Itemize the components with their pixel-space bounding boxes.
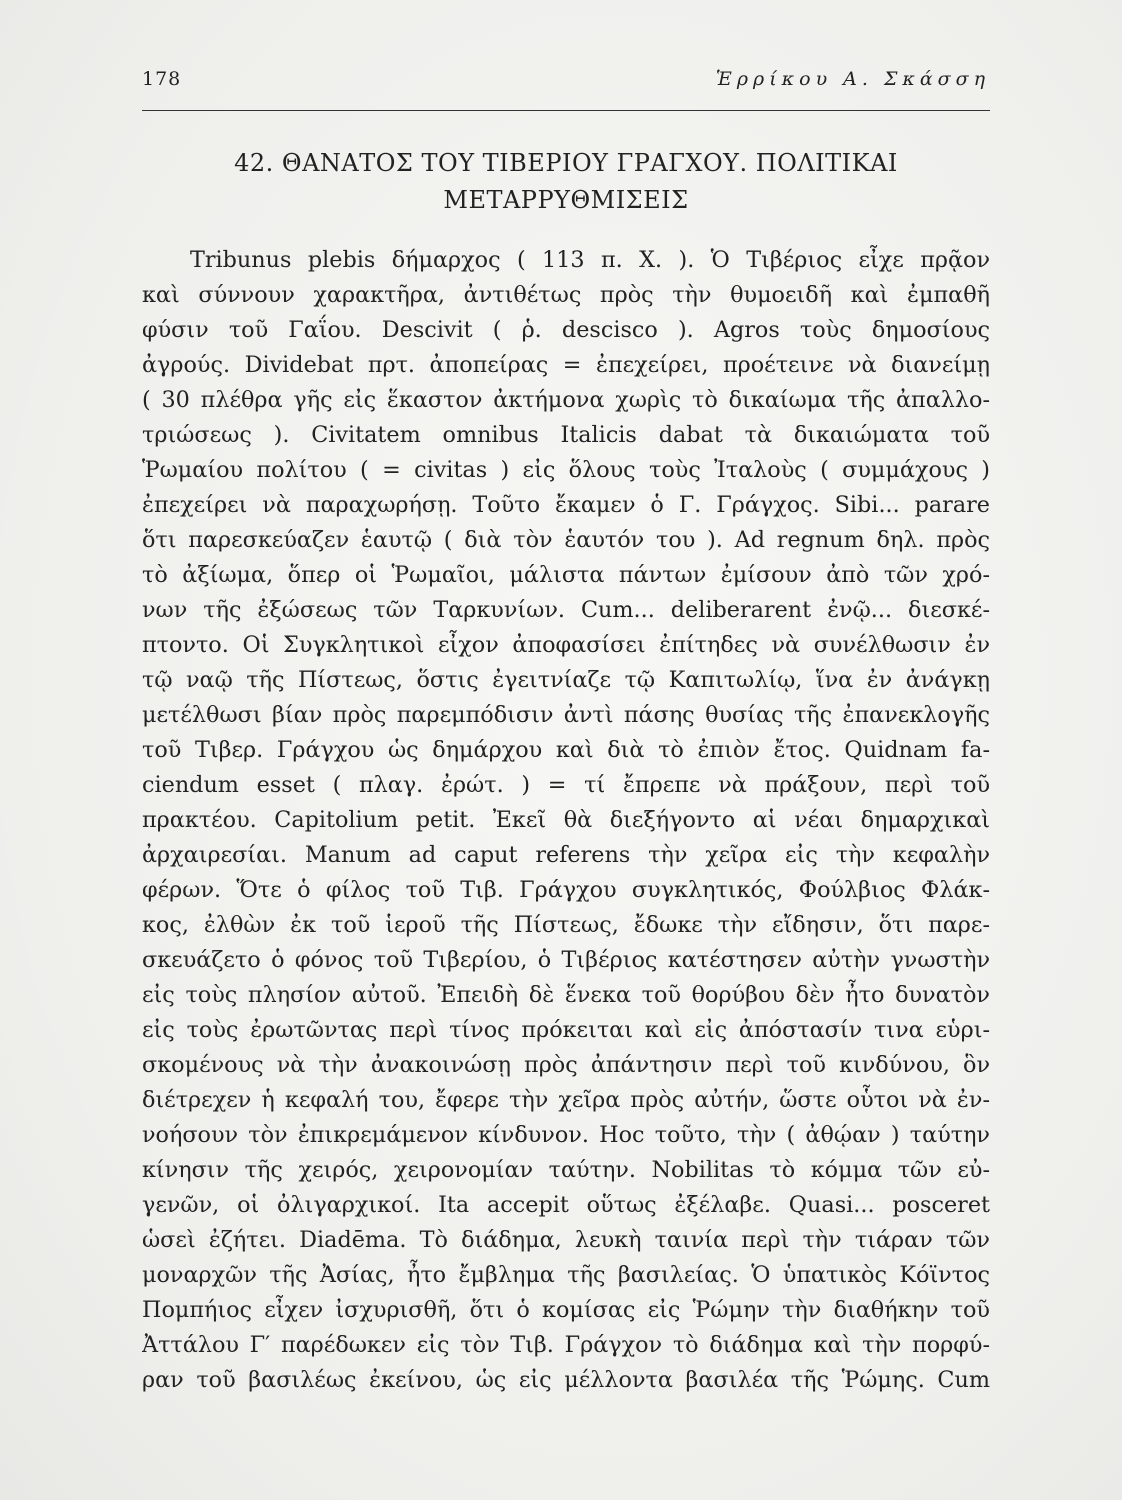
text-line: ( 30 πλέθρα γῆς εἰς ἕκαστον ἀκτήμονα χωρὶς τὸ δικαίωμα τῆς ἀπαλλο- xyxy=(142,387,990,413)
text-line: νοήσουν τὸν ἐπικρεμάμενον κίνδυνον. Hoc τοῦτο, τὴν ( ἀθῴαν ) ταύτην xyxy=(142,1122,990,1148)
text-line: κίνησιν τῆς χειρός, χειρονομίαν ταύτην. Nobilitas τὸ κόμμα τῶν εὐ- xyxy=(142,1157,990,1183)
text-line: καὶ σύννουν χαρακτῆρα, ἀντιθέτως πρὸς τὴν θυμοειδῆ καὶ ἐμπαθῆ xyxy=(142,282,990,308)
text-line: ὅτι παρεσκεύαζεν ἑαυτῷ ( διὰ τὸν ἑαυτόν του ). Ad regnum δηλ. πρὸς xyxy=(142,527,990,553)
body-text xyxy=(142,243,990,1398)
text-line: τὸ ἀξίωμα, ὅπερ οἱ Ῥωμαῖοι, μάλιστα πάντων ἐμίσουν ἀπὸ τῶν χρό- xyxy=(142,562,990,588)
text-line: τριώσεως ). Civitatem omnibus Italicis dabat τὰ δικαιώματα τοῦ xyxy=(142,422,990,448)
text-line: τοῦ Τιβερ. Γράγχου ὡς δημάρχου καὶ διὰ τὸ ἐπιὸν ἔτος. Quidnam fa- xyxy=(142,737,990,763)
running-head: Ἑρρίκου Α. Σκάσση xyxy=(715,68,990,90)
text-line: μοναρχῶν τῆς Ἀσίας, ἦτο ἔμβλημα τῆς βασιλείας. Ὁ ὑπατικὸς Κόϊντος xyxy=(142,1262,990,1288)
text-line: τῷ ναῷ τῆς Πίστεως, ὅστις ἐγειτνίαζε τῷ Καπιτωλίῳ, ἵνα ἐν ἀνάγκῃ xyxy=(142,667,990,693)
text-line: πτοντο. Οἱ Συγκλητικοὶ εἶχον ἀποφασίσει ἐπίτηδες νὰ συνέλθωσιν ἐν xyxy=(142,632,990,658)
text-line: ἐπεχείρει νὰ παραχωρήσῃ. Τοῦτο ἔκαμεν ὁ Γ. Γράγχος. Sibi... parare xyxy=(142,492,990,518)
text-line: σκευάζετο ὁ φόνος τοῦ Τιβερίου, ὁ Τιβέριος κατέστησεν αὐτὴν γνωστὴν xyxy=(142,947,990,973)
text-line: ἀρχαιρεσίαι. Manum ad caput referens τὴν χεῖρα εἰς τὴν κεφαλὴν xyxy=(142,842,990,868)
text-line: κος, ἐλθὼν ἐκ τοῦ ἱεροῦ τῆς Πίστεως, ἔδωκε τὴν εἴδησιν, ὅτι παρε- xyxy=(142,912,990,938)
text-line: διέτρεχεν ἡ κεφαλή του, ἔφερε τὴν χεῖρα πρὸς αὐτήν, ὥστε οὗτοι νὰ ἐν- xyxy=(142,1087,990,1113)
text-line: Πομπήιος εἶχεν ἰσχυρισθῆ, ὅτι ὁ κομίσας εἰς Ῥώμην τὴν διαθήκην τοῦ xyxy=(142,1297,990,1323)
page-header xyxy=(142,68,990,98)
text-line: σκομένους νὰ τὴν ἀνακοινώσῃ πρὸς ἀπάντησιν περὶ τοῦ κινδύνου, ὃν xyxy=(142,1052,990,1078)
text-line: ciendum esset ( πλαγ. ἐρώτ. ) = τί ἔπρεπε νὰ πράξουν, περὶ τοῦ xyxy=(142,772,990,798)
text-line: πρακτέου. Capitolium petit. Ἐκεῖ θὰ διεξήγοντο αἱ νέαι δημαρχικαὶ xyxy=(142,807,990,833)
text-line: φύσιν τοῦ Γαΐου. Descivit ( ῥ. descisco ). Agros τοὺς δημοσίους xyxy=(142,317,990,343)
text-line: εἰς τοὺς πλησίον αὐτοῦ. Ἐπειδὴ δὲ ἕνεκα τοῦ θορύβου δὲν ἦτο δυνατὸν xyxy=(142,982,990,1008)
text-line: γενῶν, οἱ ὀλιγαρχικοί. Ita accepit οὕτως ἐξέλαβε. Quasi... posceret xyxy=(142,1192,990,1218)
text-line: ραν τοῦ βασιλέως ἐκείνου, ὡς εἰς μέλλοντα βασιλέα τῆς Ῥώμης. Cum xyxy=(142,1367,990,1393)
text-line: εἰς τοὺς ἐρωτῶντας περὶ τίνος πρόκειται καὶ εἰς ἀπόστασίν τινα εὑρι- xyxy=(142,1017,990,1043)
text-line: φέρων. Ὅτε ὁ φίλος τοῦ Τιβ. Γράγχου συγκλητικός, Φούλβιος Φλάκ- xyxy=(142,877,990,903)
chapter-title-line-2: ΜΕΤΑΡΡΥΘΜΙΣΕΙΣ xyxy=(443,186,689,214)
text-line: Ἀττάλου Γ′ παρέδωκεν εἰς τὸν Τιβ. Γράγχον τὸ διάδημα καὶ τὴν πορφύ- xyxy=(142,1332,990,1358)
text-line: ὡσεὶ ἐζήτει. Diadēma. Τὸ διάδημα, λευκὴ ταινία περὶ τὴν τιάραν τῶν xyxy=(142,1227,990,1253)
text-line: μετέλθωσι βίαν πρὸς παρεμπόδισιν ἀντὶ πάσης θυσίας τῆς ἐπανεκλογῆς xyxy=(142,702,990,728)
chapter-title-line-1: 42. ΘΑΝΑΤΟΣ ΤΟΥ ΤΙΒΕΡΙΟΥ ΓΡΑΓΧΟΥ. ΠΟΛΙΤΙΚΑΙ xyxy=(234,149,898,177)
text-line: Ῥωμαίου πολίτου ( = civitas ) εἰς ὅλους τοὺς Ἰταλοὺς ( συμμάχους ) xyxy=(142,457,990,483)
header-rule xyxy=(142,110,990,111)
text-line: νων τῆς ἐξώσεως τῶν Ταρκυνίων. Cum... deliberarent ἐνῷ... διεσκέ- xyxy=(142,597,990,623)
text-line: Tribunus plebis δήμαρχος ( 113 π. Χ. ). Ὁ Τιβέριος εἶχε πρᾷον xyxy=(190,247,990,273)
text-line: ἀγρούς. Dividebat πρτ. ἀποπείρας = ἐπεχείρει, προέτεινε νὰ διανείμῃ xyxy=(142,352,990,378)
chapter-title xyxy=(142,145,990,219)
page-number: 178 xyxy=(142,68,182,90)
